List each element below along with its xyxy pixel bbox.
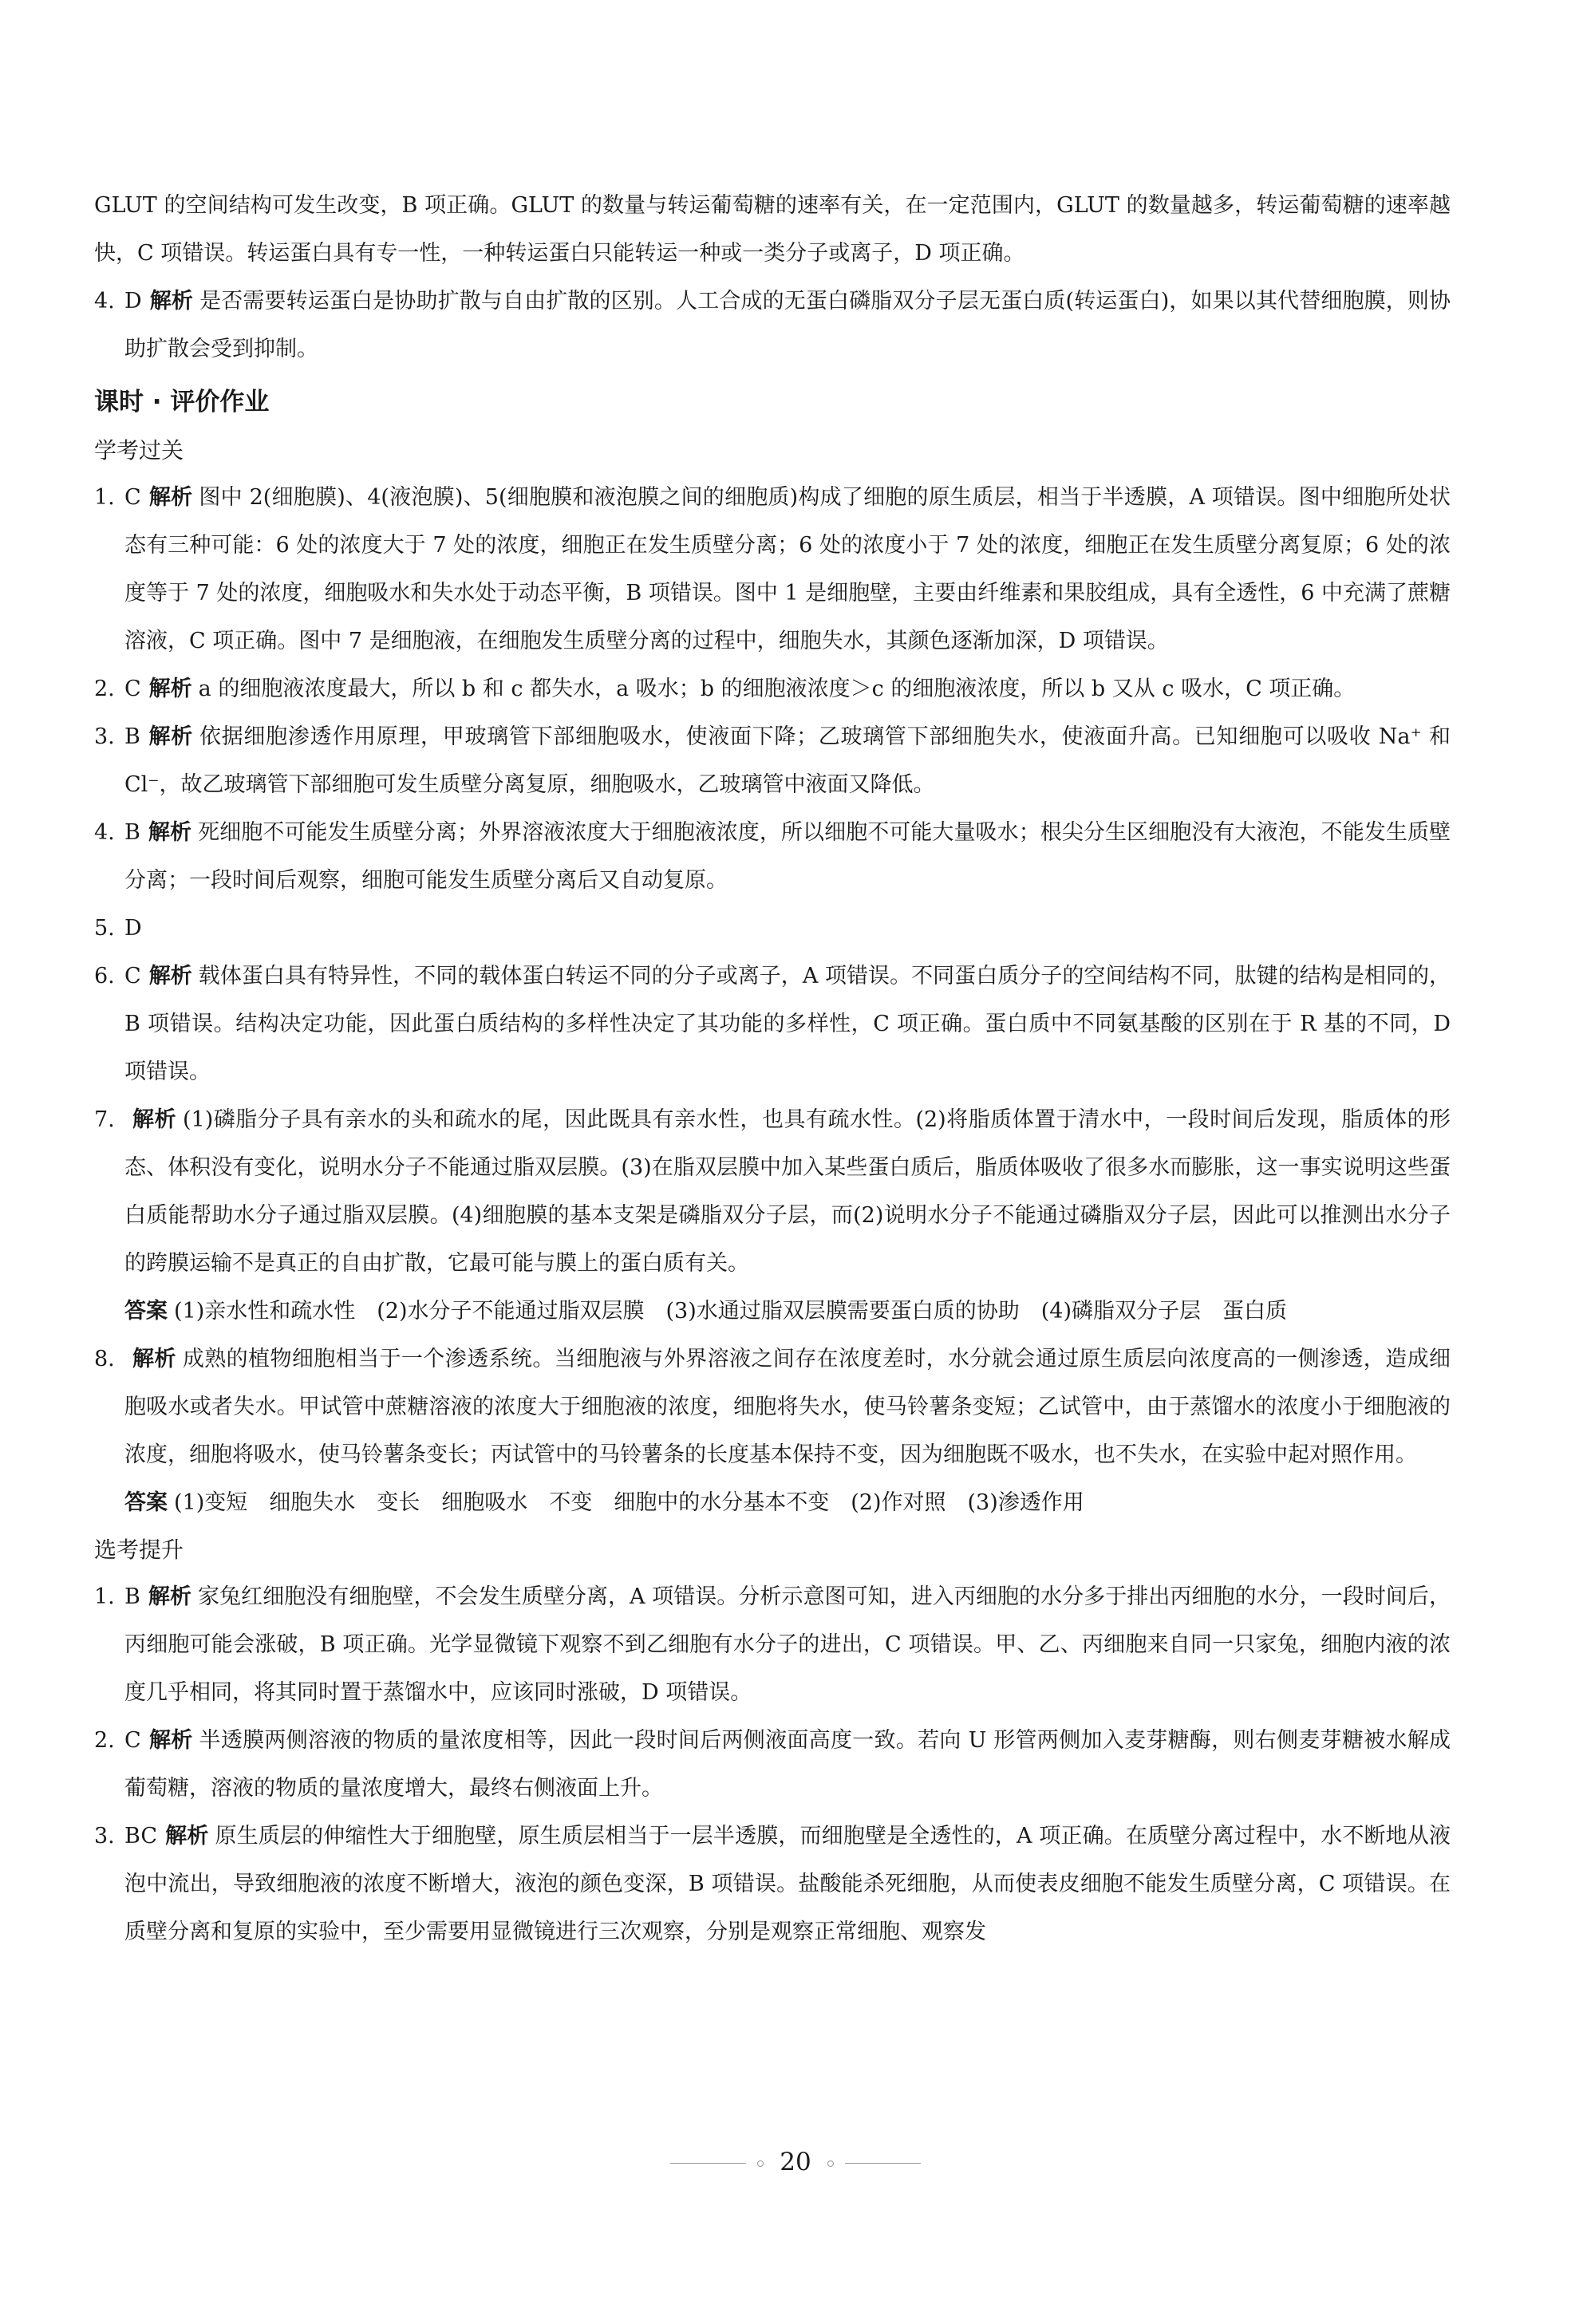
answer-choice: B: [124, 724, 140, 749]
question-item: [94, 665, 1451, 713]
question-item: [94, 1336, 1451, 1479]
question-number: 8.: [94, 1347, 115, 1371]
footer-rule-left: [670, 2163, 746, 2164]
footer-dot-left: [757, 2160, 764, 2167]
answer-line: [94, 1479, 1451, 1527]
analysis-text: (1)磷脂分子具有亲水的头和疏水的尾，因此既具有亲水性，也具有疏水性。(2)将脂质体置于清水中，一段时间后发现，脂质体的形态、体积没有变化，说明水分子不能通过脂双层膜。(3)在脂双层膜中加入某些蛋白质后，脂质体吸收了很多水而膨胀，这一事实说明这些蛋白质能帮助水分子通过脂双层膜。(4)细胞膜的基本支架是磷脂双分子层，而(2)说明水分子不能通过磷脂双分子层，因此可以推测出水分子的跨膜运输不是真正的自由扩散，它最可能与膜上的蛋白质有关。: [124, 1107, 1451, 1276]
question-item: [94, 905, 1451, 953]
question-number: 4.: [94, 820, 115, 845]
answer-text: (1)亲水性和疏水性 (2)水分子不能通过脂双层膜 (3)水通过脂双层膜需要蛋白质的协助 (4)磷脂双分子层 蛋白质: [174, 1299, 1287, 1324]
question-item: [94, 953, 1451, 1096]
footer-rule-right: [845, 2163, 921, 2164]
page-number: 20: [780, 2148, 811, 2176]
question-item: [94, 1813, 1451, 1956]
analysis-label: 解析: [132, 1107, 176, 1132]
question-item: [94, 1717, 1451, 1813]
top-items: [94, 278, 1451, 373]
question-item: [94, 474, 1451, 665]
answer-choice: C: [124, 485, 141, 510]
answer-line: [94, 1288, 1451, 1336]
answer-choice: C: [124, 964, 141, 988]
question-item: [94, 713, 1451, 809]
question-number: 3.: [94, 724, 115, 749]
analysis-text: 依据细胞渗透作用原理，甲玻璃管下部细胞吸水，使液面下降；乙玻璃管下部细胞失水，使液面升高。已知细胞可以吸收 Na⁺ 和 Cl⁻，故乙玻璃管下部细胞可发生质壁分离复原，细胞吸水，乙玻璃管中液面又降低。: [124, 724, 1451, 797]
question-number: 3.: [94, 1824, 115, 1849]
analysis-text: 死细胞不可能发生质壁分离；外界溶液浓度大于细胞液浓度，所以细胞不可能大量吸水；根尖分生区细胞没有大液泡，不能发生质壁分离；一段时间后观察，细胞可能发生质壁分离后又自动复原。: [124, 820, 1451, 893]
question-number: 4.: [94, 289, 115, 314]
analysis-text: 图中 2(细胞膜)、4(液泡膜)、5(细胞膜和液泡膜之间的细胞质)构成了细胞的原生质层，相当于半透膜，A 项错误。图中细胞所处状态有三种可能：6 处的浓度大于 7 处的浓度，细胞正在发生质壁分离；6 处的浓度小于 7 处的浓度，细胞正在发生质壁分离复原；6 处的浓度等于 7 处的浓度，细胞吸水和失水处于动态平衡，B 项错误。图中 1 是细胞壁，主要由纤维素和果胶组成，具有全透性，6 中充满了蔗糖溶液，C 项正确。图中 7 是细胞液，在细胞发生质壁分离的过程中，细胞失水，其颜色逐渐加深，D 项错误。: [124, 485, 1451, 653]
answer-label: 答案: [124, 1299, 168, 1324]
group2-list: [94, 1573, 1451, 1956]
analysis-text: 是否需要转运蛋白是协助扩散与自由扩散的区别。人工合成的无蛋白磷脂双分子层无蛋白质(转运蛋白)，如果以其代替细胞膜，则协助扩散会受到抑制。: [124, 289, 1451, 361]
analysis-label: 解析: [148, 724, 193, 749]
analysis-label: 解析: [132, 1347, 176, 1371]
question-number: 1.: [94, 485, 115, 510]
analysis-label: 解析: [149, 289, 194, 314]
answer-content: [94, 182, 1451, 1956]
analysis-label: 解析: [165, 1824, 209, 1849]
group1-list: [94, 474, 1451, 1527]
analysis-label: 解析: [148, 964, 192, 988]
answer-choice: BC: [124, 1824, 158, 1849]
group1-title: 学考过关: [94, 437, 184, 464]
section-title: 课时 · 评价作业: [94, 388, 270, 416]
analysis-label: 解析: [148, 1584, 191, 1609]
question-number: 6.: [94, 964, 115, 988]
question-number: 5.: [94, 916, 115, 941]
answer-choice: D: [124, 289, 142, 314]
answer-choice: C: [124, 677, 141, 701]
footer-dot-right: [827, 2160, 834, 2167]
analysis-label: 解析: [148, 1728, 193, 1753]
analysis-text: a 的细胞液浓度最大，所以 b 和 c 都失水，a 吸水；b 的细胞液浓度＞c 的细胞液浓度，所以 b 又从 c 吸水，C 项正确。: [198, 677, 1356, 701]
analysis-text: 家兔红细胞没有细胞壁，不会发生质壁分离，A 项错误。分析示意图可知，进入丙细胞的水分多于排出丙细胞的水分，一段时间后，丙细胞可能会涨破，B 项正确。光学显微镜下观察不到乙细胞有水分子的进出，C 项错误。甲、乙、丙细胞来自同一只家兔，细胞内液的浓度几乎相同，将其同时置于蒸馏水中，应该同时涨破，D 项错误。: [124, 1584, 1451, 1705]
question-item: [94, 1573, 1451, 1717]
analysis-label: 解析: [148, 820, 192, 845]
analysis-label: 解析: [148, 485, 193, 510]
analysis-text: 原生质层的伸缩性大于细胞壁，原生质层相当于一层半透膜，而细胞壁是全透性的，A 项正确。在质壁分离过程中，水不断地从液泡中流出，导致细胞液的浓度不断增大，液泡的颜色变深，B 项错误。盐酸能杀死细胞，从而使表皮细胞不能发生质壁分离，C 项错误。在质壁分离和复原的实验中，至少需要用显微镜进行三次观察，分别是观察正常细胞、观察发: [124, 1824, 1451, 1944]
group2-title: 选考提升: [94, 1537, 184, 1563]
analysis-text: 成熟的植物细胞相当于一个渗透系统。当细胞液与外界溶液之间存在浓度差时，水分就会通过原生质层向浓度高的一侧渗透，造成细胞吸水或者失水。甲试管中蔗糖溶液的浓度大于细胞液的浓度，细胞将失水，使马铃薯条变短；乙试管中，由于蒸馏水的浓度小于细胞液的浓度，细胞将吸水，使马铃薯条变长；丙试管中的马铃薯条的长度基本保持不变，因为细胞既不吸水，也不失水，在实验中起对照作用。: [124, 1347, 1451, 1467]
answer-text: (1)变短 细胞失水 变长 细胞吸水 不变 细胞中的水分基本不变 (2)作对照 (3)渗透作用: [174, 1490, 1084, 1515]
question-number: 2.: [94, 1728, 115, 1753]
answer-choice: D: [124, 916, 142, 941]
intro-paragraph: GLUT 的空间结构可发生改变，B 项正确。GLUT 的数量与转运葡萄糖的速率有关，在一定范围内，GLUT 的数量越多，转运葡萄糖的速率越快，C 项错误。转运蛋白具有专一性，一种转运蛋白只能转运一种或一类分子或离子，D 项正确。: [94, 193, 1451, 266]
answer-label: 答案: [124, 1490, 168, 1515]
analysis-text: 半透膜两侧溶液的物质的量浓度相等，因此一段时间后两侧液面高度一致。若向 U 形管两侧加入麦芽糖酶，则右侧麦芽糖被水解成葡萄糖，溶液的物质的量浓度增大，最终右侧液面上升。: [124, 1728, 1451, 1801]
answer-choice: C: [124, 1728, 141, 1753]
question-number: 7.: [94, 1107, 115, 1132]
answer-choice: B: [124, 1584, 140, 1609]
question-item: [94, 278, 1451, 373]
question-number: 2.: [94, 677, 115, 701]
analysis-text: 载体蛋白具有特异性，不同的载体蛋白转运不同的分子或离子，A 项错误。不同蛋白质分子的空间结构不同，肽键的结构是相同的，B 项错误。结构决定功能，因此蛋白质结构的多样性决定了其功能的多样性，C 项正确。蛋白质中不同氨基酸的区别在于 R 基的不同，D 项错误。: [124, 964, 1451, 1084]
page-footer: [0, 2146, 1591, 2178]
question-number: 1.: [94, 1584, 115, 1609]
question-item: [94, 1096, 1451, 1288]
answer-choice: B: [124, 820, 140, 845]
analysis-label: 解析: [148, 677, 192, 701]
question-item: [94, 809, 1451, 905]
